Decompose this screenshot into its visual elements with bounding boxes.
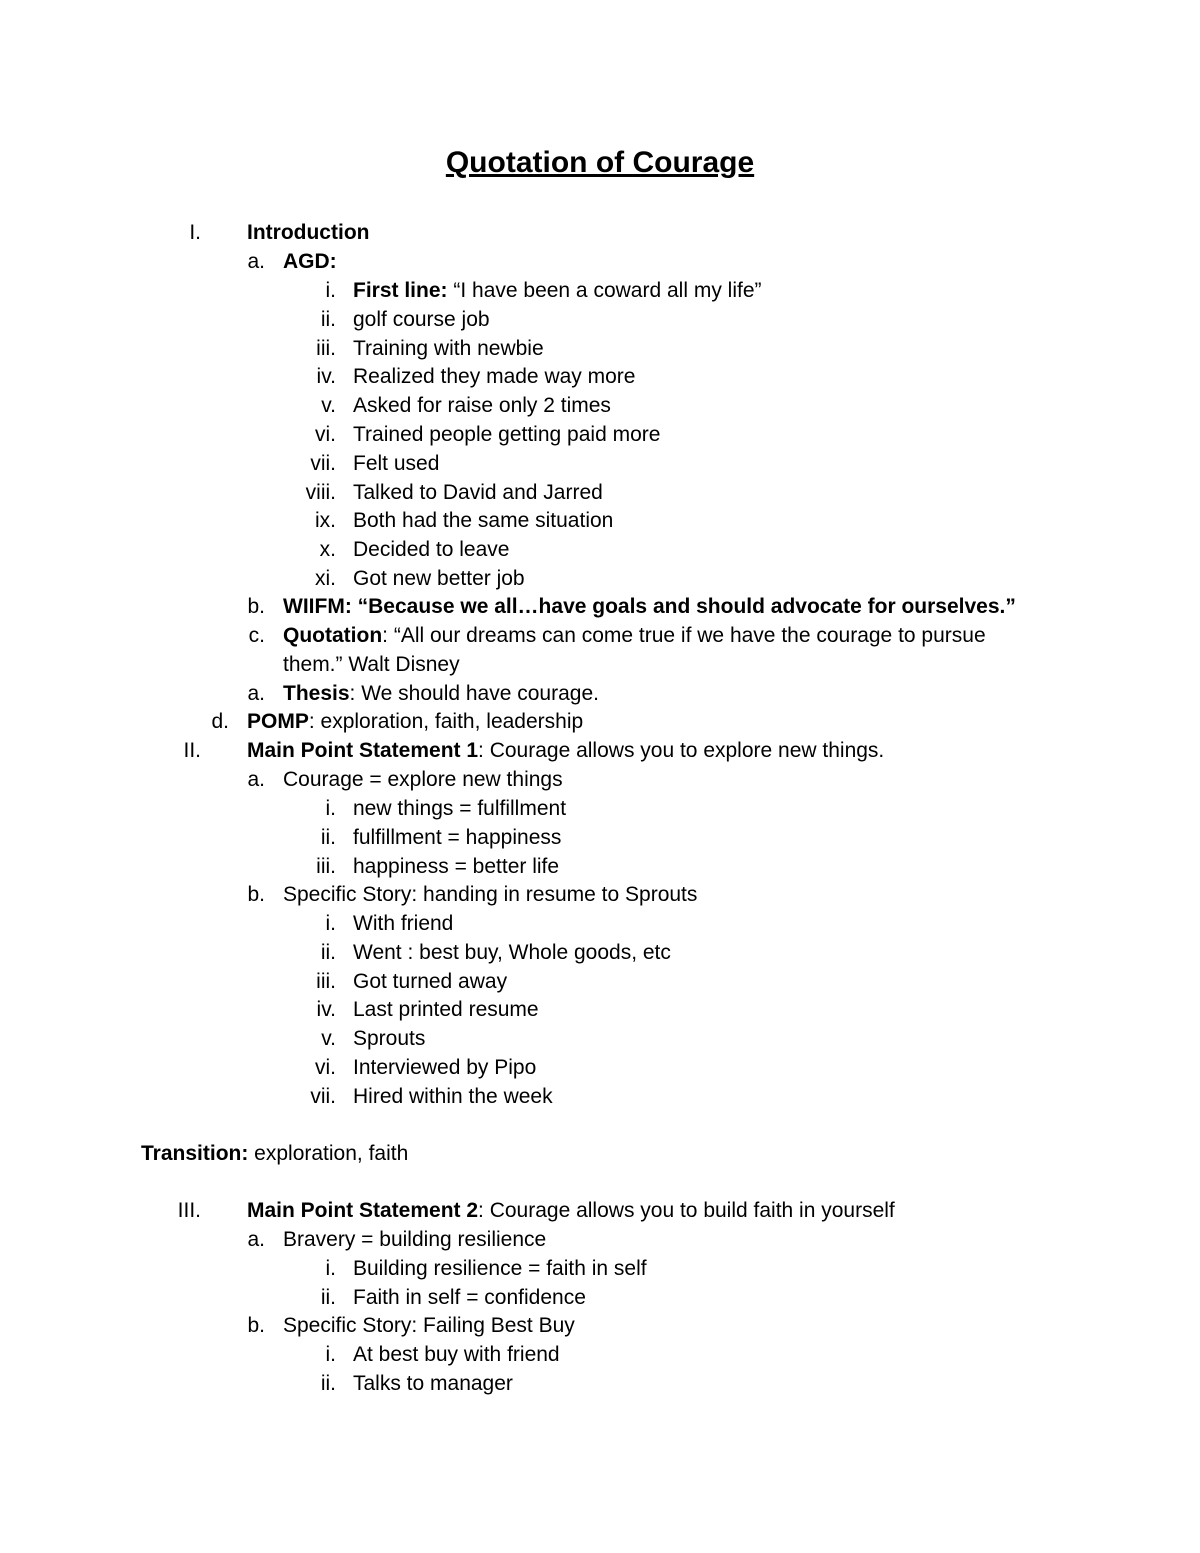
outline-marker: x. <box>319 538 336 561</box>
outline-subitem <box>0 853 1200 881</box>
outline-marker: ii. <box>320 826 336 849</box>
item-text: : exploration, faith, leadership <box>308 710 584 733</box>
outline-subitem <box>0 1341 1200 1369</box>
item-label: Thesis <box>283 682 350 705</box>
outline-item-mp1-b <box>0 881 1200 909</box>
outline-subitem <box>0 824 1200 852</box>
item-text: golf course job <box>353 308 490 331</box>
outline-level1-main-point-2 <box>0 1197 1200 1225</box>
outline-item-quotation <box>0 622 1200 650</box>
transition-text: exploration, faith <box>248 1142 409 1165</box>
item-text: “I have been a coward all my life” <box>447 279 762 302</box>
section-heading: Introduction <box>247 221 370 244</box>
item-text: Specific Story: handing in resume to Sprouts <box>283 883 698 906</box>
outline-marker: c. <box>248 624 265 647</box>
outline-subitem <box>0 795 1200 823</box>
outline-marker: i. <box>325 797 336 820</box>
outline-subitem <box>0 996 1200 1024</box>
outline-marker: I. <box>189 221 201 244</box>
outline-subitem <box>0 1255 1200 1283</box>
outline-level1-main-point-1 <box>0 737 1200 765</box>
item-label: Main Point Statement 2 <box>247 1199 479 1222</box>
item-text: Faith in self = confidence <box>353 1286 586 1309</box>
item-text: With friend <box>353 912 454 935</box>
item-label: Main Point Statement 1 <box>247 739 479 762</box>
outline-marker: iii. <box>316 855 336 878</box>
outline-item-wiifm <box>0 593 1200 621</box>
outline-subitem <box>0 565 1200 593</box>
outline-subitem <box>0 1370 1200 1398</box>
outline-marker: iv. <box>316 998 336 1021</box>
outline-item-mp2-a <box>0 1226 1200 1254</box>
item-text: Decided to leave <box>353 538 510 561</box>
outline-marker: v. <box>321 1027 336 1050</box>
outline-subitem <box>0 1025 1200 1053</box>
item-text: Training with newbie <box>353 337 544 360</box>
outline-subitem <box>0 479 1200 507</box>
item-text: Hired within the week <box>353 1085 553 1108</box>
outline-marker: iii. <box>316 970 336 993</box>
outline-marker: II. <box>183 739 201 762</box>
outline-marker: i. <box>325 912 336 935</box>
outline-marker: ix. <box>315 509 336 532</box>
outline-level1-introduction <box>0 219 1200 247</box>
outline-item-quotation-continued: them.” Walt Disney <box>283 653 460 676</box>
outline-subitem <box>0 910 1200 938</box>
item-text: : We should have courage. <box>349 682 599 705</box>
outline-marker: i. <box>325 279 336 302</box>
item-text: Building resilience = faith in self <box>353 1257 647 1280</box>
item-text: : Courage allows you to explore new things. <box>478 739 885 762</box>
transition-line <box>141 1140 408 1168</box>
item-text: Last printed resume <box>353 998 539 1021</box>
item-text: Got new better job <box>353 567 525 590</box>
item-text: Specific Story: Failing Best Buy <box>283 1314 575 1337</box>
outline-subitem <box>0 421 1200 449</box>
outline-marker: iv. <box>316 365 336 388</box>
outline-marker: ii. <box>320 1372 336 1395</box>
outline-marker: b. <box>247 1314 265 1337</box>
outline-subitem <box>0 536 1200 564</box>
outline-subitem <box>0 392 1200 420</box>
item-text: Bravery = building resilience <box>283 1228 547 1251</box>
item-text: Both had the same situation <box>353 509 614 532</box>
item-text: Sprouts <box>353 1027 426 1050</box>
item-text: Courage = explore new things <box>283 768 563 791</box>
item-text: Felt used <box>353 452 440 475</box>
item-text: Got turned away <box>353 970 508 993</box>
outline-marker: ii. <box>320 941 336 964</box>
outline-marker: i. <box>325 1343 336 1366</box>
item-label: First line: <box>353 279 448 302</box>
outline-marker: v. <box>321 394 336 417</box>
transition-label: Transition: <box>141 1142 249 1165</box>
outline-subitem <box>0 939 1200 967</box>
item-text: Talked to David and Jarred <box>353 481 603 504</box>
item-text: Asked for raise only 2 times <box>353 394 611 417</box>
document-title: Quotation of Courage <box>445 146 755 179</box>
outline-marker: a. <box>247 682 265 705</box>
outline-marker: vii. <box>310 452 336 475</box>
outline-marker: ii. <box>320 1286 336 1309</box>
item-text: At best buy with friend <box>353 1343 560 1366</box>
item-label: WIIFM <box>283 595 345 618</box>
outline-marker: b. <box>247 595 265 618</box>
item-label: AGD: <box>283 250 337 273</box>
outline-item-thesis <box>0 680 1200 708</box>
outline-marker: vi. <box>315 423 336 446</box>
outline-marker: ii. <box>320 308 336 331</box>
outline-marker: iii. <box>316 337 336 360</box>
item-text: : Courage allows you to build faith in yourself <box>478 1199 895 1222</box>
outline-marker: vii. <box>310 1085 336 1108</box>
outline-subitem <box>0 450 1200 478</box>
outline-item-pomp <box>0 708 1200 736</box>
outline-item-mp1-a <box>0 766 1200 794</box>
item-text: fulfillment = happiness <box>353 826 562 849</box>
outline-marker: a. <box>247 768 265 791</box>
item-text: Realized they made way more <box>353 365 636 388</box>
outline-subitem <box>0 306 1200 334</box>
outline-marker: i. <box>325 1257 336 1280</box>
outline-marker: a. <box>247 250 265 273</box>
outline-item-agd <box>0 248 1200 276</box>
item-text: happiness = better life <box>353 855 560 878</box>
outline-marker: b. <box>247 883 265 906</box>
outline-subitem <box>0 507 1200 535</box>
outline-subitem <box>0 968 1200 996</box>
item-text: : “Because we all…have goals and should advocate for ourselves.” <box>344 595 1016 618</box>
item-text: Trained people getting paid more <box>353 423 661 446</box>
item-label: Quotation <box>283 624 383 647</box>
outline-subitem <box>0 335 1200 363</box>
item-text: Talks to manager <box>353 1372 513 1395</box>
outline-subitem <box>0 277 1200 305</box>
outline-subitem <box>0 1083 1200 1111</box>
item-text: Went : best buy, Whole goods, etc <box>353 941 671 964</box>
outline-subitem <box>0 1284 1200 1312</box>
outline-marker: vi. <box>315 1056 336 1079</box>
outline-item-mp2-b <box>0 1312 1200 1340</box>
item-label: POMP <box>247 710 309 733</box>
outline-marker: viii. <box>305 481 336 504</box>
outline-marker: d. <box>211 710 229 733</box>
item-text: Interviewed by Pipo <box>353 1056 537 1079</box>
outline-subitem <box>0 1054 1200 1082</box>
outline-subitem <box>0 363 1200 391</box>
outline-marker: xi. <box>315 567 336 590</box>
outline-marker: a. <box>247 1228 265 1251</box>
item-text: : “All our dreams can come true if we have the courage to pursue <box>382 624 986 647</box>
item-text: new things = fulfillment <box>353 797 567 820</box>
outline-marker: III. <box>177 1199 201 1222</box>
